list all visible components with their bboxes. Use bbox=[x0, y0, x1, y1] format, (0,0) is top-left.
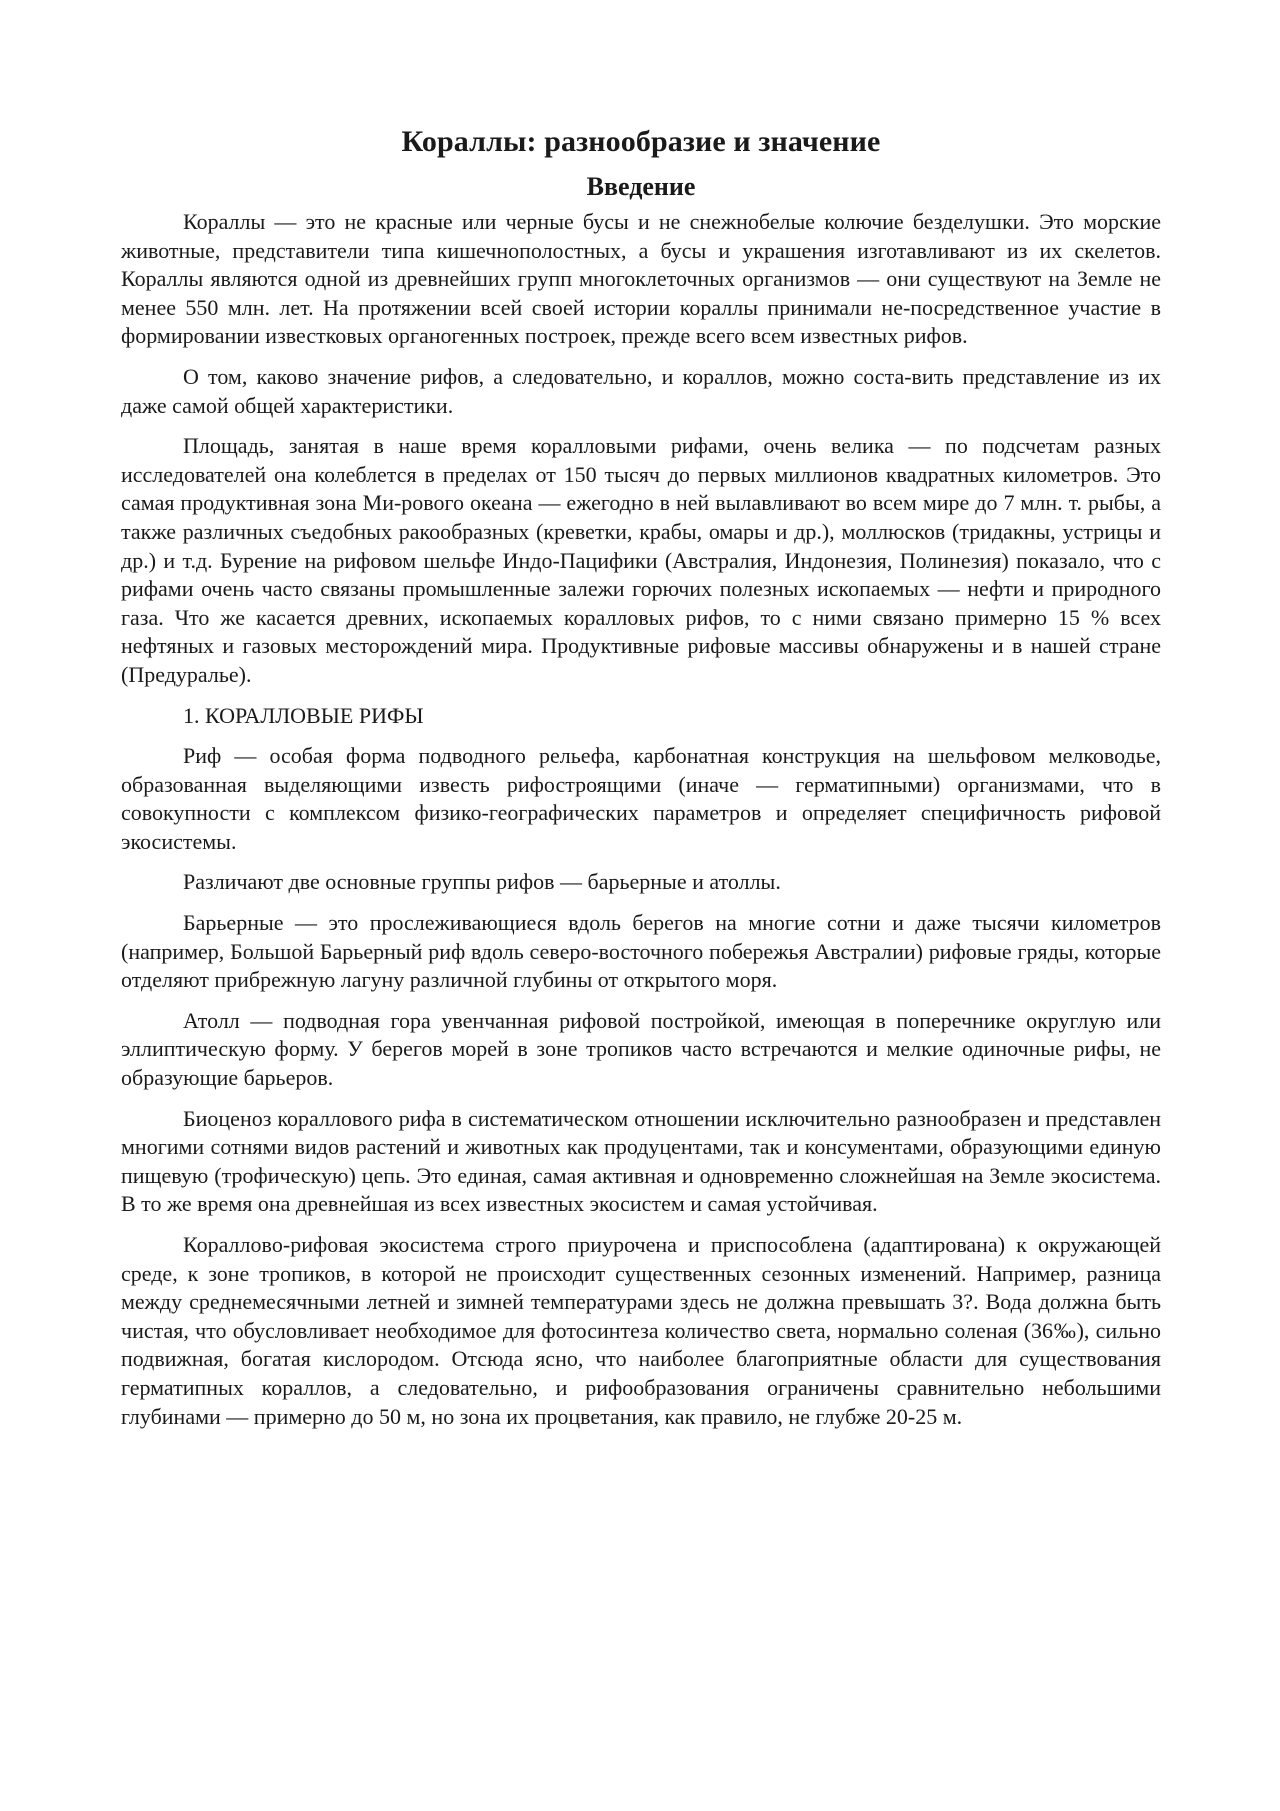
section-heading-coral-reefs: 1. КОРАЛЛОВЫЕ РИФЫ bbox=[183, 702, 424, 728]
paragraph-atoll: Атолл — подводная гора увенчанная рифовой постройкой, имеющая в поперечнике округлую или эллиптическую форму. У берегов морей в зоне тропиков часто встречаются и мелкие одиночные рифы, не образующие барьеров. bbox=[121, 1007, 1161, 1091]
document-body bbox=[121, 118, 1161, 1443]
paragraph-reef-area: Площадь, занятая в наше время коралловыми рифами, очень велика — по подсчетам разных исследователей она колеблется в пределах от 150 тысяч до первых миллионов квадратных километров. Это самая продуктивная зона Ми-рового океана — ежегодно в ней вылавливают во всем мире до 7 млн. т. рыбы, а также различных съедобных ракообразных (креветки, крабы, омары и др.), моллюсков (тридакны, устрицы и др.) и т.д. Бурение на рифовом шельфе Индо-Пацифики (Австралия, Индонезия, Полинезия) показало, что с рифами очень часто связаны промышленные залежи горючих полезных ископаемых — нефти и природного газа. Что же касается древних, ископаемых коралловых рифов, то с ними связано примерно 15 % всех нефтяных и газовых месторождений мира. Продуктивные рифовые массивы обнаружены и в нашей стране (Предуралье). bbox=[121, 433, 1161, 687]
paragraph-barrier-reefs: Барьерные — это прослеживающиеся вдоль берегов на многие сотни и даже тысячи километров (например, Большой Барьерный риф вдоль северо-восточного побережья Австралии) рифовые гряды, которые отделяют прибрежную лагуну различной глубины от открытого моря. bbox=[121, 910, 1161, 993]
document-title: Кораллы: разнообразие и значение bbox=[401, 125, 881, 158]
paragraph-reef-definition: Риф — особая форма подводного рельефа, карбонатная конструкция на шельфовом мелководье, образованная выделяющими известь рифостроящими (иначе — герматипными) организмами, что в совокупности с комплексом физико-географических параметров и определяет специфичность рифовой экосистемы. bbox=[121, 743, 1161, 854]
paragraph-ecosystem-conditions: Коралловo-рифовая экосистема строго приурочена и приспособлена (адаптирована) к окружающей среде, к зоне тропиков, в которой не происходит существенных сезонных изменений. Например, разница между среднемесячными летней и зимней температурами здесь не должна превышать 3?. Вода должна быть чистая, что обусловливает необходимое для фотосинтеза количество света, нормально соленая (36‰), сильно подвижная, богатая кислородом. Отсюда ясно, что наиболее благоприятные области для существования герматипных кораллов, а следовательно, и рифообразования ограничены сравнительно небольшими глубинами — примерно до 50 м, но зона их процветания, как правило, не глубже 20-25 м. bbox=[121, 1232, 1161, 1429]
section-heading-introduction: Введение bbox=[586, 172, 696, 201]
paragraph-biocenosis: Биоценоз кораллового рифа в систематическом отношении исключительно разнообразен и представлен многими сотнями видов растений и животных как продуцентами, так и консументами, образующими единую пищевую (трофическую) цепь. Это единая, самая активная и одновременно сложнейшая на Земле экосистема. В то же время она древнейшая из всех известных экосистем и самая устойчивая. bbox=[121, 1105, 1161, 1217]
paragraph-reef-significance: О том, каково значение рифов, а следовательно, и кораллов, можно соста-вить представление из их даже самой общей характеристики. bbox=[121, 363, 1161, 418]
paragraph-intro: Кораллы — это не красные или черные бусы и не снежнобелые колючие безделушки. Это морские животные, представители типа кишечнополостных, а бусы и украшения изготавливают из их скелетов. Кораллы являются одной из древнейших групп многоклеточных организмов — они существуют на Земле не менее 550 млн. лет. На протяжении всей своей истории кораллы принимали не-посредственное участие в формировании известковых органогенных построек, прежде всего всем известных рифов. bbox=[121, 209, 1161, 349]
paragraph-reef-groups: Различают две основные группы рифов — барьерные и атоллы. bbox=[183, 869, 781, 895]
